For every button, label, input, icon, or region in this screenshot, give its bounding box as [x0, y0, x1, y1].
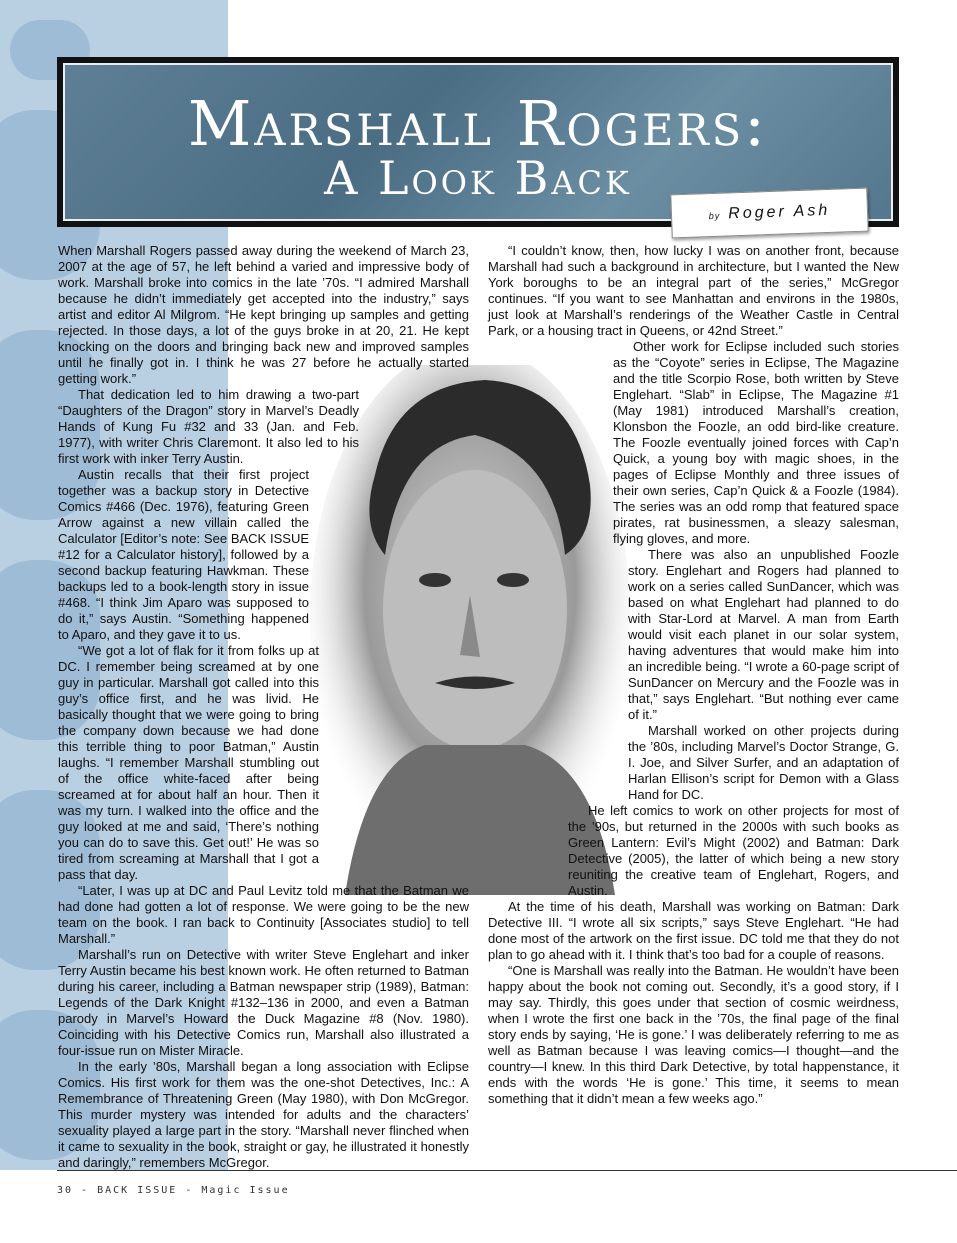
- paragraph: “Later, I was up at DC and Paul Levitz told me that the Batman we had done had gotten a lot of response. We were going to be the new team on the book. I ran back to Continuity [Associates studio] to tell Marshall.”: [58, 883, 469, 946]
- paragraph: There was also an unpublished Foozle story. Englehart and Rogers had planned to work on a series called SunDancer, which was based on what Englehart had planned to do with Star-Lord at Marvel. A man from Earth would visit each planet in our solar system, having adventures that would make him into an incredible being. “I wrote a 60-page script of SunDancer on Mercury and the Foozle was in that,” says Englehart. “But nothing ever came of it.”: [628, 547, 899, 722]
- byline-author: Roger Ash: [727, 201, 831, 223]
- paragraph: “I couldn’t know, then, how lucky I was on another front, because Marshall had such a background in architecture, but I wanted the New York boroughs to be an integral part of the series,” McGregor continues. “If you want to see Manhattan and environs in the 1980s, just look at Marshall’s renderings of the Weather Castle in Central Park, or a housing tract in Queens, or 42nd Street.”: [488, 243, 899, 338]
- paragraph: When Marshall Rogers passed away during the weekend of March 23, 2007 at the age of 57, he left behind a varied and impressive body of work. Marshall broke into comics in the late ’70s. “I admired Marshall because he didn’t immediately get accepted into the industry,” says artist and editor Al Milgrom. “He kept bringing up samples and getting rejected. In those days, a lot of the guys broke in at 20, 21. He kept knocking on the doors and bringing back new and improved samples until he finally got in. I think he was 27 before he actually started getting work.”: [58, 243, 469, 386]
- paragraph: Marshall’s run on Detective with writer Steve Englehart and inker Terry Austin became his best known work. He often returned to Batman during his career, including a Batman newspaper strip (1989), Batman: Legends of the Dark Knight #132–136 in 2000, and even a Batman parody in Marvel’s Howard the Duck Magazine #8 (Nov. 1980). Coinciding with his Detective Comics run, Marshall also illustrated a four-issue run on Mister Miracle.: [58, 947, 469, 1058]
- paragraph: Marshall worked on other projects during the ’80s, including Marvel’s Doctor Strange, G. I. Joe, and Silver Surfer, and an adaptation of Harlan Ellison’s script for Demon with a Glass Hand for DC.: [628, 723, 899, 802]
- paragraph: In the early ’80s, Marshall began a long association with Eclipse Comics. His first work for them was the one-shot Detectives, Inc.: A Remembrance of Threatening Green (May 1980), with Don McGregor. This murder mystery was intended for adults and the characters’ sexuality played a large part in the story. “Marshall never flinched when it came to sexuality in the book, straight or gay, he illustrated it honestly and daringly,” remembers McGregor.: [58, 1059, 469, 1170]
- byline-by: by: [708, 210, 721, 222]
- paragraph: He left comics to work on other projects for most of the ’90s, but returned in the 2000s with such books as Green Lantern: Evil’s Might (2002) and Batman: Dark Detective (2005), the latter of which being a new story reuniting the creative team of Englehart, Rogers, and Austin.: [568, 803, 899, 898]
- paragraph: “One is Marshall was really into the Batman. He wouldn’t have been happy about the book not coming out. Secondly, it’s a good story, if I may say. Thirdly, this goes under that section of cosmic weirdness, when I wrote the first one back in the ’70s, the final page of the final story ends by saying, ‘He is gone.’ I was deliberately referring to me as well as Batman because I was leaving comics—I thought—and the country—I knew. In this third Dark Detective, by total happenstance, it ends with the words ‘He is gone.’ This time, it seems to mean something that it didn’t mean a few weeks ago.”: [488, 963, 899, 1106]
- byline-card: [670, 188, 868, 239]
- paragraph: That dedication led to him drawing a two-part “Daughters of the Dragon” story in Marvel’s Deadly Hands of Kung Fu #32 and 33 (Jan. and Feb. 1977), with writer Chris Claremont. It also led to his first work with inker Terry Austin.: [58, 387, 359, 466]
- paragraph: Other work for Eclipse included such stories as the “Coyote” series in Eclipse, The Magazine and the title Scorpio Rose, both written by Steve Englehart. “Slab” in Eclipse, The Magazine #1 (May 1981) introduced Marshall’s creation, Klonsbon the Foozle, an odd bird-like creature. The Foozle eventually joined forces with Cap’n Quick, a young boy with magic shoes, in the pages of Eclipse Monthly and three issues of their own series, Cap’n Quick & a Foozle (1984). The series was an odd romp that featured space pirates, rat businessmen, a sleazy salesman, flying gloves, and more.: [613, 339, 899, 546]
- title-line-1: Marshall Rogers:: [187, 87, 769, 160]
- paragraph: “We got a lot of flak for it from folks up at DC. I remember being screamed at by one guy in particular. Marshall got called into this guy’s office first, and he was livid. He basically thought that we were going to bring the company down because we had done this terrible thing to poor Batman,” Austin laughs. “I remember Marshall stumbling out of the office white-faced after being screamed at for about half an hour. Then it was my turn. I walked into the office and the guy looked at me and said, ‘There’s nothing you can do to save this. Get out!’ He was so tired from screaming at Marshall that I got a pass that day.: [58, 643, 319, 882]
- paragraph: At the time of his death, Marshall was working on Batman: Dark Detective III. “I wrote all six scripts,” says Steve Englehart. “He had done most of the artwork on the first issue. DC told me that they do not plan to go ahead with it. I think that’s too bad for a couple of reasons.: [488, 899, 899, 962]
- article-column-right: [488, 243, 899, 1107]
- page-footer: 30 - BACK ISSUE - Magic Issue: [57, 1185, 290, 1196]
- paragraph: Austin recalls that their first project together was a backup story in Detective Comics #466 (Dec. 1976), featuring Green Arrow against a new villain called the Calculator [Editor’s note: See BACK ISSUE #12 for a Calculator history], followed by a second backup featuring Hawkman. These backups led to a book-length story in issue #468. “I think Jim Aparo was supposed to do it,” says Austin. “Something happened to Aparo, and they gave it to us.: [58, 467, 309, 642]
- article-column-left: [58, 243, 469, 1171]
- title-line-2: A Look Back: [324, 151, 632, 205]
